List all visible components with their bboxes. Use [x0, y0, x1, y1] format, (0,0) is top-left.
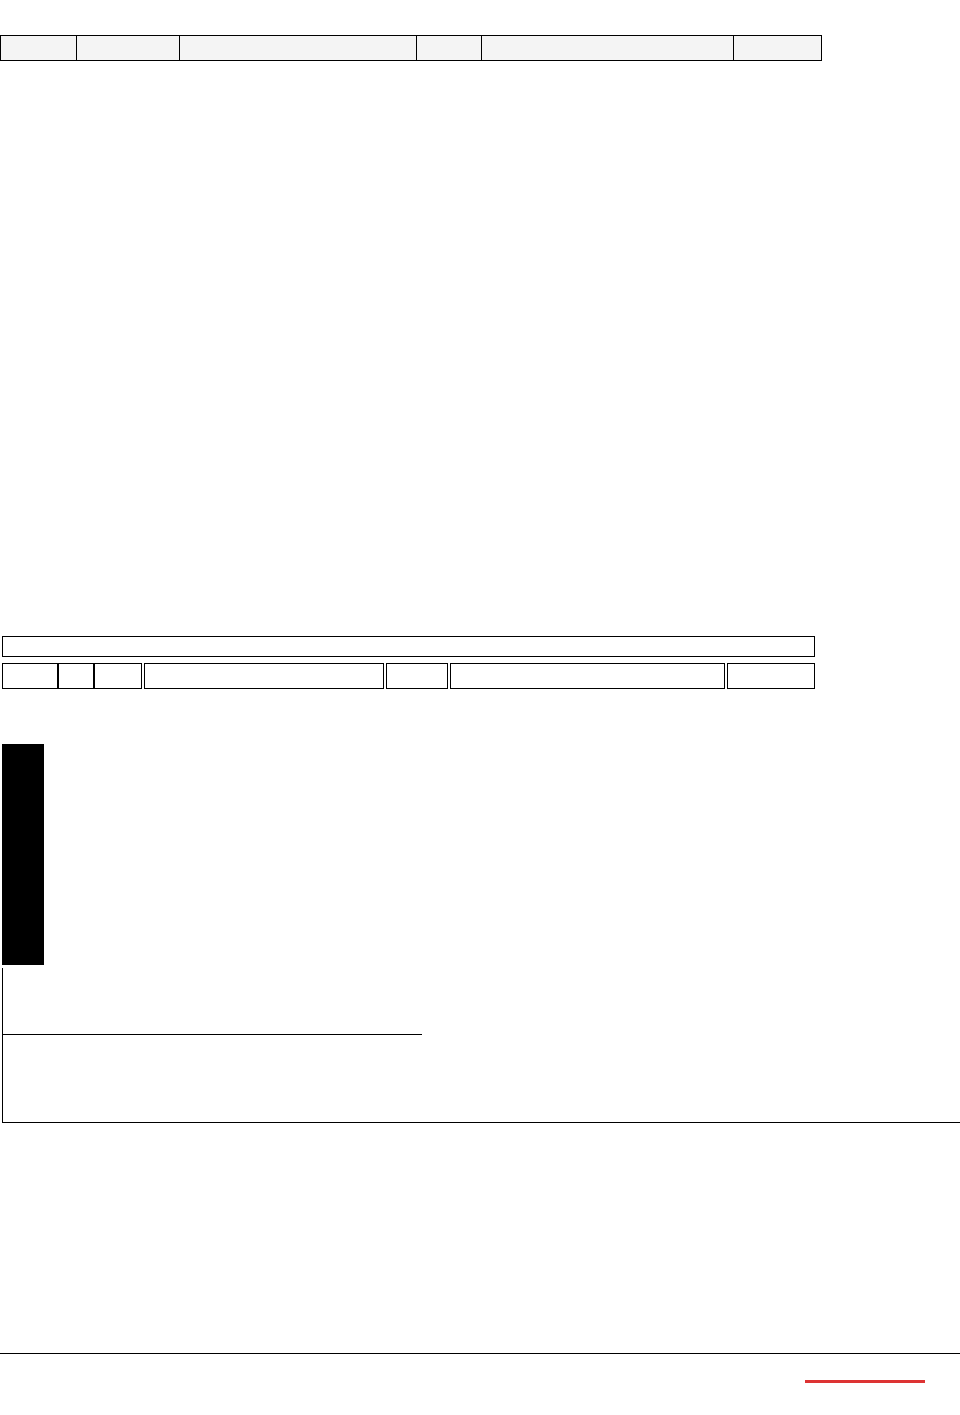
table-bottom-border	[2, 1122, 960, 1123]
record-row	[2, 636, 815, 657]
col2-name	[144, 663, 384, 689]
splits-divider	[2, 1034, 422, 1035]
col-place	[1, 36, 76, 60]
col2-club	[450, 663, 725, 689]
table-left-border	[2, 968, 3, 1123]
place-column-band	[2, 744, 44, 965]
col2-number	[94, 663, 142, 689]
col-result	[733, 36, 821, 60]
col-name	[179, 36, 416, 60]
col2-dob	[386, 663, 448, 689]
domtel-logo	[805, 1356, 927, 1408]
col-heat-place	[76, 36, 179, 60]
col2-result	[727, 663, 815, 689]
logo-swoosh	[805, 1380, 925, 1383]
results-header-top	[0, 35, 822, 61]
col-club	[481, 36, 733, 60]
col2-place	[2, 663, 58, 689]
footer-divider	[0, 1353, 960, 1354]
col-dob	[416, 36, 481, 60]
col2-lane	[58, 663, 94, 689]
